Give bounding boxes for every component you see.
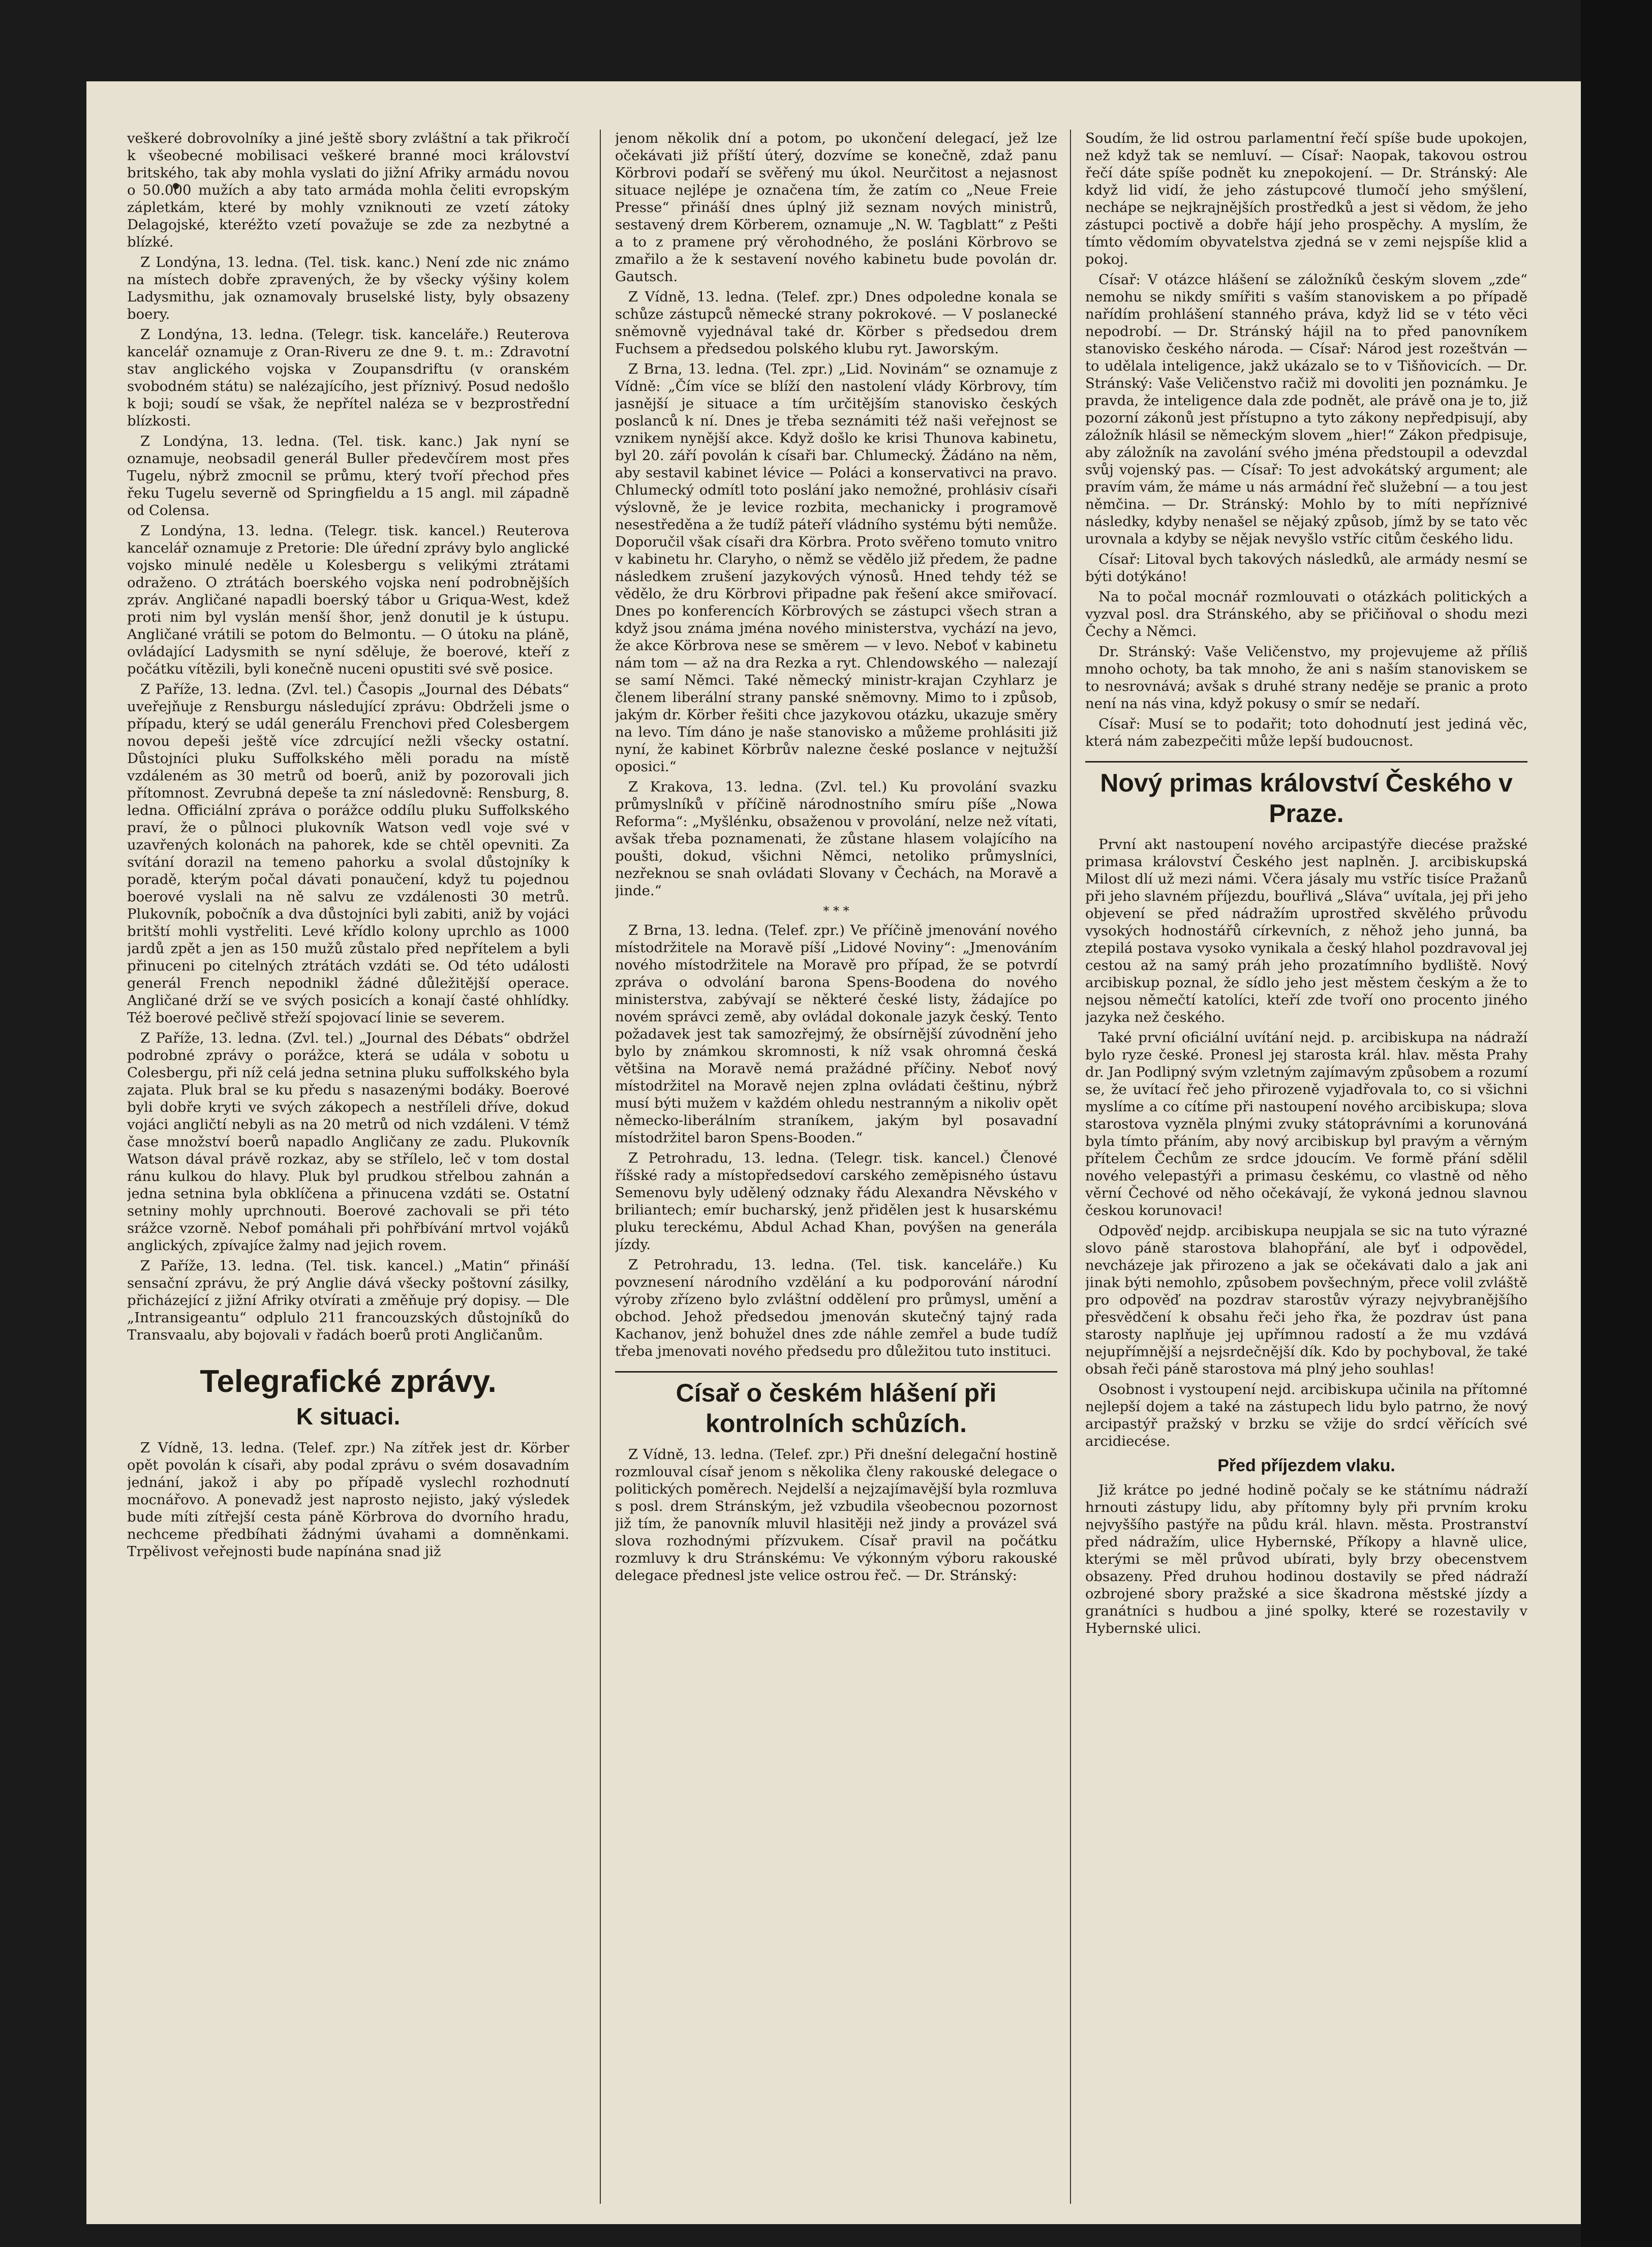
column-divider: [600, 130, 601, 2204]
article-paragraph: veškeré dobrovolníky a jiné ještě sbory zvláštní a tak přikročí k všeobecné mobilisaci veškeré branné moci království britského, tak aby mohla vyslati do jižní Afriky armádu novou o 50.000 mužích a aby tato armáda mohla čeliti evropským zápletkám, které by mohly vzniknouti ze vzetí zátoky Delagojské, kteréžto vzetí považuje se zde za nezbytné a blízké.: [127, 130, 569, 250]
news-item: Z Londýna, 13. ledna. (Tel. tisk. kanc.) Není zde nic známo na místech dobře zpravených, že by všecky výšiny kolem Ladysmithu, jak oznamovaly bruselské listy, byly obsazeny boery.: [127, 254, 569, 322]
news-item: Z Vídně, 13. ledna. (Telef. zpr.) Dnes odpoledne konala se schůze zástupců německé strany pokrokové. — V poslanecké sněmovně vyjednával také dr. Körber s předsedou drem Fuchsem a předsedou polského klubu ryt. Jaworským.: [615, 289, 1057, 357]
news-item: Z Krakova, 13. ledna. (Zvl. tel.) Ku provolání svazku průmyslníků v příčině národnostního smíru píše „Nowa Reforma“: „Myšlénku, obsaženou v provolání, nelze než vítati, avšak třeba poznamenati, že zůstane hlasem volajícího na poušti, dokud, všichni Němci, netoliko průmyslníci, nezřeknou se snah ovládati Slovany v Čechách, na Moravě a jinde.“: [615, 779, 1057, 899]
article-paragraph: Již krátce po jedné hodině počaly se ke státnímu nádraží hrnouti zástupy lidu, aby přítomny byly při prvním kroku nejvyššího pastýře na půdu král. hlavn. města. Prostranství před nádražím, ulice Hybernské, Příkopy a hlavně ulice, kterými se měl průvod ubírati, byly brzy obecenstvem obsazeny. Před druhou hodinou dostavily se před nádraží ozbrojené sbory pražské a sice škadrona městské jízdy a granátníci s hudbou a jiné spolky, které se rozestavily v Hybernské ulici.: [1085, 1482, 1527, 1636]
subsection-heading: Před příjezdem vlaku.: [1217, 1456, 1395, 1475]
section-heading: Telegrafické zprávy.: [200, 1364, 497, 1399]
article-paragraph: Na to počal mocnář rozmlouvati o otázkách politických a vyzval posl. dra Stránského, aby se přičiňoval o shodu mezi Čechy a Němci.: [1085, 589, 1527, 640]
news-item: Z Petrohradu, 13. ledna. (Tel. tisk. kanceláře.) Ku povznesení národního vzdělání a ku podporování národní výroby zřízeno bylo zvláštní oddělení pro průmysl, umění a obchod. Jehož předsedou jmenován skutečný tajný rada Kachanov, jenž bohužel dnes zde náhle zemřel a bude tudíž třeba jmenovati nového předsedu pro důležitou tuto instituci.: [615, 1257, 1057, 1359]
news-item: Z Brna, 13. ledna. (Tel. zpr.) „Lid. Novinám“ se oznamuje z Vídně: „Čím více se blíží den nastolení vlády Körbrovy, tím jasnější je situace a tím určitějším stanovisko českých poslanců k ní. Dnes je třeba seznámiti též naši veřejnost se vznikem nynější akce. Když došlo ke krisi Thunova kabinetu, byl 20. září povolán k císaři bar. Chlumecký. Žádáno na něm, aby sestavil kabinet lévice — Poláci a konservativci na pravo. Chlumecký odmítl toto poslání jako nemožné, prohlásiv císaři výslovně, že je levice rozbita, mechanicky i programově nesestředěna a že tudíž páteří vládního systému býti nemůže. Doporučil však císaři dra Körbra. Proto svěřeno tomuto vnitro v kabinetu hr. Claryho, o němž se vědělo již předem, že padne následkem zrušení jazykových výnosů. Hned tehdy též se vědělo, že dru Körbrovi připadne pak řešení akce smiřovací. Dnes po konferencích Körbrových se zástupci všech stran a když jsou známa jména nového ministerstva, vychází na jevo, že akce Körbrova nese se směrem — v levo. Neboť v kabinetu nám tom — až na dra Rezka a ryt. Chlendowského — nalezají se samí Němci. Také německý ministr-krajan Czyhlarz je členem liberální strany panské sněmovny. Mimo to i způsob, jakým dr. Körber řešiti chce jazykovou otázku, ukazuje směry na levo. Tím dáno je naše stanovisko a můžeme prohlásiti již nyní, že kabinet Körbrův nalezne české poslance v nejtužší oposici.“: [615, 361, 1057, 775]
column-2: [615, 130, 1057, 2204]
article-headline: Nový primas království Českého v Praze.: [1085, 761, 1527, 829]
news-item: Z Paříže, 13. ledna. (Tel. tisk. kancel.) „Matin“ přináší sensační zprávu, že prý Anglie dává všecky poštovní zásilky, přicházející z jižní Afriky otvírati a změňuje prý dopisy. — Dle „Intransigeantu“ odplulo 211 francouzských důstojníků do Transvaalu, aby bojovali v řadách boerů proti Angličanům.: [127, 1258, 569, 1343]
column-3: [1085, 130, 1527, 2204]
article-paragraph: Dr. Stránský: Vaše Veličenstvo, my projevujeme až příliš mnoho ochoty, ba tak mnoho, že ani s naším stanoviskem se to nesrovnává; avšak s druhé strany neděje se pranic a proto není na nás vina, když pokusy o smír se nedaří.: [1085, 644, 1527, 712]
article-paragraph: jenom několik dní a potom, po ukončení delegací, jež lze očekávati již příští úterý, dozvíme se konečně, zdaž panu Körbrovi podaří se svěřený mu úkol. Neurčitost a nejasnost situace nejlépe je označena tím, že zatím co „Neue Freie Presse“ přináší dnes úplný již seznam nových ministrů, sestavený drem Körberem, oznamuje „N. W. Tagblatt“ z Pešti a to z pramene prý věrohodného, že posláni Körbrovo se zmařilo a že k sestavení nového kabinetu bude povolán dr. Gautsch.: [615, 130, 1057, 285]
news-item: Z Paříže, 13. ledna. (Zvl. tel.) „Journal des Débats“ obdržel podrobné zprávy o porážce, která se udála v sobotu u Colesbergu, při níž celá jedna setnina pluku suffolkského byla zajata. Pluk bral se ku předu s nasazenými bodáky. Boerové byli dobře kryti ve svých zákopech a nestříleli dříve, dokud vojáci angličtí nebyli as na 20 metrů od nich vzdáleni. V témž čase množství boerů napadlo Angličany ze zadu. Plukovník Watson dával právě rozkaz, aby se střílelo, leč v tom dostal ránu kulkou do hlavy. Pluk byl prudkou střelbou zahnán a jedna setnina byla obklíčena a přinucena vzdáti se. Ostatní setniny mohly uprchnouti. Boerové zachovali se při této srážce vzorně. Nebof pomáhali při pohřbívání mrtvol vojáků anglických, zpívajíce žalmy nad jejich rovem.: [127, 1030, 569, 1254]
news-item: Z Londýna, 13. ledna. (Telegr. tisk. kancel.) Reuterova kancelář oznamuje z Pretorie: Dle úřední zprávy bylo anglické vojsko minulé neděle u Kolesbergu s velikými ztrátami odraženo. O ztrátách boerského vojska není podrobnějších zpráv. Angličané napadli boerský tábor u Griqua-West, kdež proti nim byl vyslán menší šhor, jenž donutil je k ústupu. Angličané vrátili se potom do Belmontu. — O útoku na pláně, ovládající Ladysmith se nyní sděluje, že boerové, kteří z počátku vítězili, byli konečně nuceni opustiti své svě posice.: [127, 523, 569, 677]
news-item: Z Londýna, 13. ledna. (Telegr. tisk. kanceláře.) Reuterova kancelář oznamuje z Oran-Riveru ze dne 9. t. m.: Zdravotní stav anglického vojska v Zoupansdriftu (v oranském svobodném státu) se nalézajícího, jest příznivý. Posud nedošlo k boji; soudí se však, že nepřítel naléza se v bezprostřední blízkosti.: [127, 326, 569, 429]
article-paragraph: Soudím, že lid ostrou parlamentní řečí spíše bude upokojen, než když tak se nemluví. — Císař: Naopak, takovou ostrou řečí dáte spíše podnět ku znepokojení. — Dr. Stránský: Ale když lid vidí, že jeho zástupcové tlumočí jeho smýšlení, nechápe se nejkrajnějších prostředků a jest si vědom, že jeho zástupci poctivě a dobře hájí jeho prospěchy. A myslím, že tímto vědomím obyvatelstva zjedná se v zemi nejspíše klid a pokoj.: [1085, 130, 1527, 267]
article-paragraph: Císař: Litoval bych takových následků, ale armády nesmí se býti dotýkáno!: [1085, 551, 1527, 585]
news-item: Z Londýna, 13. ledna. (Tel. tisk. kanc.) Jak nyní se oznamuje, neobsadil generál Buller předevčírem most přes Tugelu, nýbrž zmocnil se průmu, který tvoří přechod přes řeku Tugelu severně od Springfieldu a 15 angl. mil západně od Colensa.: [127, 433, 569, 519]
news-item: Z Petrohradu, 13. ledna. (Telegr. tisk. kancel.) Členové říšské rady a místopředsedoví carského zeměpisného ústavu Semenovu byly udělený odznaky řádu Alexandra Něvského v briliantech; emír bucharský, jenž přidělen jest k husarskému pluku tereckému, Abdul Achad Khan, povýšen na generála jízdy.: [615, 1150, 1057, 1253]
newspaper-page: [86, 81, 1581, 2224]
article-paragraph: Císař: Musí se to podařit; toto dohodnutí jest jediná věc, která nám zabezpečiti může lepší budoucnost.: [1085, 716, 1527, 749]
scan-dark-margin: [1581, 0, 1652, 2247]
news-item: Z Vídně, 13. ledna. (Telef. zpr.) Při dnešní delegační hostině rozmlouval císař jenom s několika členy rakouské delegace o politických poměrech. Nejdelší a nejzajímavější byla rozmluva s posl. drem Stránským, jež vzbudila všeobecnou pozornost již tím, že panovník mluvil hlasitěji než jindy a provázel svá slova rozhodnými přízvukem. Císař pravil na počátku rozmluvy k dru Stránskému: Ve výkonným výboru rakouské delegace přednesl jste velice ostrou řeč. — Dr. Stránský:: [615, 1446, 1057, 1584]
article-paragraph: Císař: V otázce hlášení se záložníků českým slovem „zde“ nemohu se nikdy smířiti s vaším stanoviskem a po případě nařídím prohlášení stanného práva, když lid se v této věci nepodrobí. — Dr. Stránský hájil na to před panovníkem stanovisko českého národa. — Císař: Národ jest rozeštván — to udělala inteligence, jakž ukázalo se to v Tišňovicích. — Dr. Stránský: Vaše Veličenstvo račiž mi dovoliti jen poznámku. Je pravda, že inteligence dala zde podnět, ale právě ona je to, již pozorní zákonů jest přístupno a tyto zákony nepředpisují, aby záložník hlásil se německým slovem „hier!“ Zákon předpisuje, aby záložník na zavolání svého jména předstoupil a odevzdal svůj vojenský pas. — Císař: To jest advokátský argument; ale pravím vám, že máme u nás armádní řeč služební — a tou jest němčina. — Dr. Stránský: Mohlo by to míti nepříznivé následky, kdyby nenašel se nějaký způsob, jímž by se tato věc urovnala a kdyby se nějak nevyšlo vstříc citům českého lidu.: [1085, 271, 1527, 547]
article-headline: Císař o českém hlášení při kontrolních schůzích.: [615, 1371, 1057, 1439]
column-divider: [1070, 130, 1071, 2204]
news-item: Z Brna, 13. ledna. (Telef. zpr.) Ve příčině jmenování nového místodržitele na Moravě píší „Lidové Noviny“: „Jmenováním nového místodržitele na Moravě pro případ, že se potvrdí zpráva o odvolání barona Spens-Boodena do nového ministerstva, zabývají se některé české listy, žádajíce po novém správci země, aby ovládal dokonale jazyk český. Tento požadavek jest tak samozřejmý, že obsírnější zúvodnění jeho bylo by známkou skromnosti, k níž vsak ohromná česká většina na Moravě nemá pražádné příčiny. Neboť nový místodržitel na Moravě nejen zplna ovládati češtinu, nýbrž musí býti mužem v každém ohledu nestranným a nikoliv opět německo-liberálním straníkem, jakým byl posavadní místodržitel baron Spens-Booden.“: [615, 922, 1057, 1146]
news-item: Z Paříže, 13. ledna. (Zvl. tel.) Časopis „Journal des Débats“ uveřejňuje z Rensburgu následující zprávu: Obdrželi jsme o případu, který se udál generálu Frenchovi před Colesbergem novou depeši ještě více zdrcující nežli všecky ostatní. Důstojníci pluku Suffolkského měli poradu na místě vzdáleném as 30 metrů od boerů, aniž by pozorovali jich přítomnost. Zevrubná depeše ta zní následovně: Rensburg, 8. ledna. Officiální zpráva o porážce oddílu pluku Suffolkského praví, že o půlnoci plukovník Watson vedl voje své v uzavřených kolonách na pahorek, kde se chtěl opevniti. Za svítání dorazil na temeno pahorku a svolal důstojníky k poradě, kterým počal dávati ponaučení, když tu pojednou boerové vyslali na ně salvu ze vzdálenosti 30 metrů. Plukovník, pobočník a dva důstojníci byli zabiti, aniž by vojáci britští mohli vystřeliti. Levé křídlo kolony uprchlo as 1000 jardů zpět a jen as 150 mužů zůstalo před nepřítelem a byli přinuceni po citelných ztrátách vzdáti se. Od této události generál French nepodnikl žádné důležitější operace. Angličané drží se ve svých posicích a konají časté ohhlídky. Též boerové pečlivě střeží spojovací linie se severem.: [127, 681, 569, 1026]
article-paragraph: Odpověď nejdp. arcibiskupa neupjala se sic na tuto výrazné slovo páně starostova blahopřání, ale byť i odpovědel, nevcházeje jak přirozeno a jak se očekávati dalo a jak ani jinak býti nemohlo, způsobem povšechným, přece volil zvláště pro odpověď na pozdrav starostův výrazy nejvybranějšího přesvědčení k obsahu řeči jeho řka, že pozdrav úst pana starosty naplňuje jej upřímnou radostí a že mu vzdává nejupřímnější a nejsrdečnější dík. Kdo by pochyboval, že také obsah řeči páně starostova má plný jeho souhlas!: [1085, 1223, 1527, 1377]
article-paragraph: Osobnost i vystoupení nejd. arcibiskupa učinila na přítomné nejlepší dojem a také na zástupech lidu bylo patrno, že nový arcipastýř pražský v brzku se vžije do srdcí věřících své arcidiecése.: [1085, 1381, 1527, 1449]
article-paragraph: První akt nastoupení nového arcipastýře diecése pražské primasa království Českého jest naplněn. J. arcibiskupská Milost dlí už mezi námi. Včera jásaly mu vstříc tisíce Pražanů při jeho slavném příjezdu, bouřlivá „Sláva“ uvítala, jej při jeho objevení se před nádražím uprostřed skvělého průvodu vysokých hodnostářů církevních, z něhož jeho junná, ba ztepilá postava vysoko vynikala a český hlahol pozdravoval jej cestou až na samý práh jeho prozatímního bydliště. Nový arcibiskup poznal, že sídlo jeho jest městem českým a že to nejsou němečtí katolíci, kteří zde tvoří ono procento jiného jazyka než českého.: [1085, 836, 1527, 1025]
news-item: Z Vídně, 13. ledna. (Telef. zpr.) Na zítřek jest dr. Körber opět povolán k císaři, aby podal zprávu o svém dosavadním jednání, jakož i aby po případě vyslechl rozhodnutí mocnářovo. A ponevadž jest naprosto nejisto, jaký výsledek bude míti zítřejší cesta páně Körbrova do dvorního hradu, nechceme předbíhati žádnými úvahami a domněnkami. Trpělivost veřejnosti bude napínána snad již: [127, 1440, 569, 1560]
column-1: [127, 130, 569, 2204]
section-subheading: K situaci.: [296, 1403, 401, 1430]
separator-stars: * * *: [823, 904, 849, 918]
article-paragraph: Také první oficiální uvítání nejd. p. arcibiskupa na nádraží bylo ryze české. Pronesl jej starosta král. hlav. města Prahy dr. Jan Podlipný svým vzletným zajímavým způsobem a rozumí se, že uvítací řeč jeho přirozeně vyjadřovala to, co si všichni myslíme a co cítíme při nastoupení nového arcibiskupa; slova starostova vyzněla plnými zvuky státoprávními a korunováná byla tímto přáním, aby nový arcibiskup byl pravým a věrným přítelem Čechům ze srdce jdoucím. Ve formě přání sdělil nového velepastýři a primasu českému, co vlastně od něho věrní Čechové od něho očekávají, že vykoná jednou slavnou českou korunovaci!: [1085, 1029, 1527, 1219]
